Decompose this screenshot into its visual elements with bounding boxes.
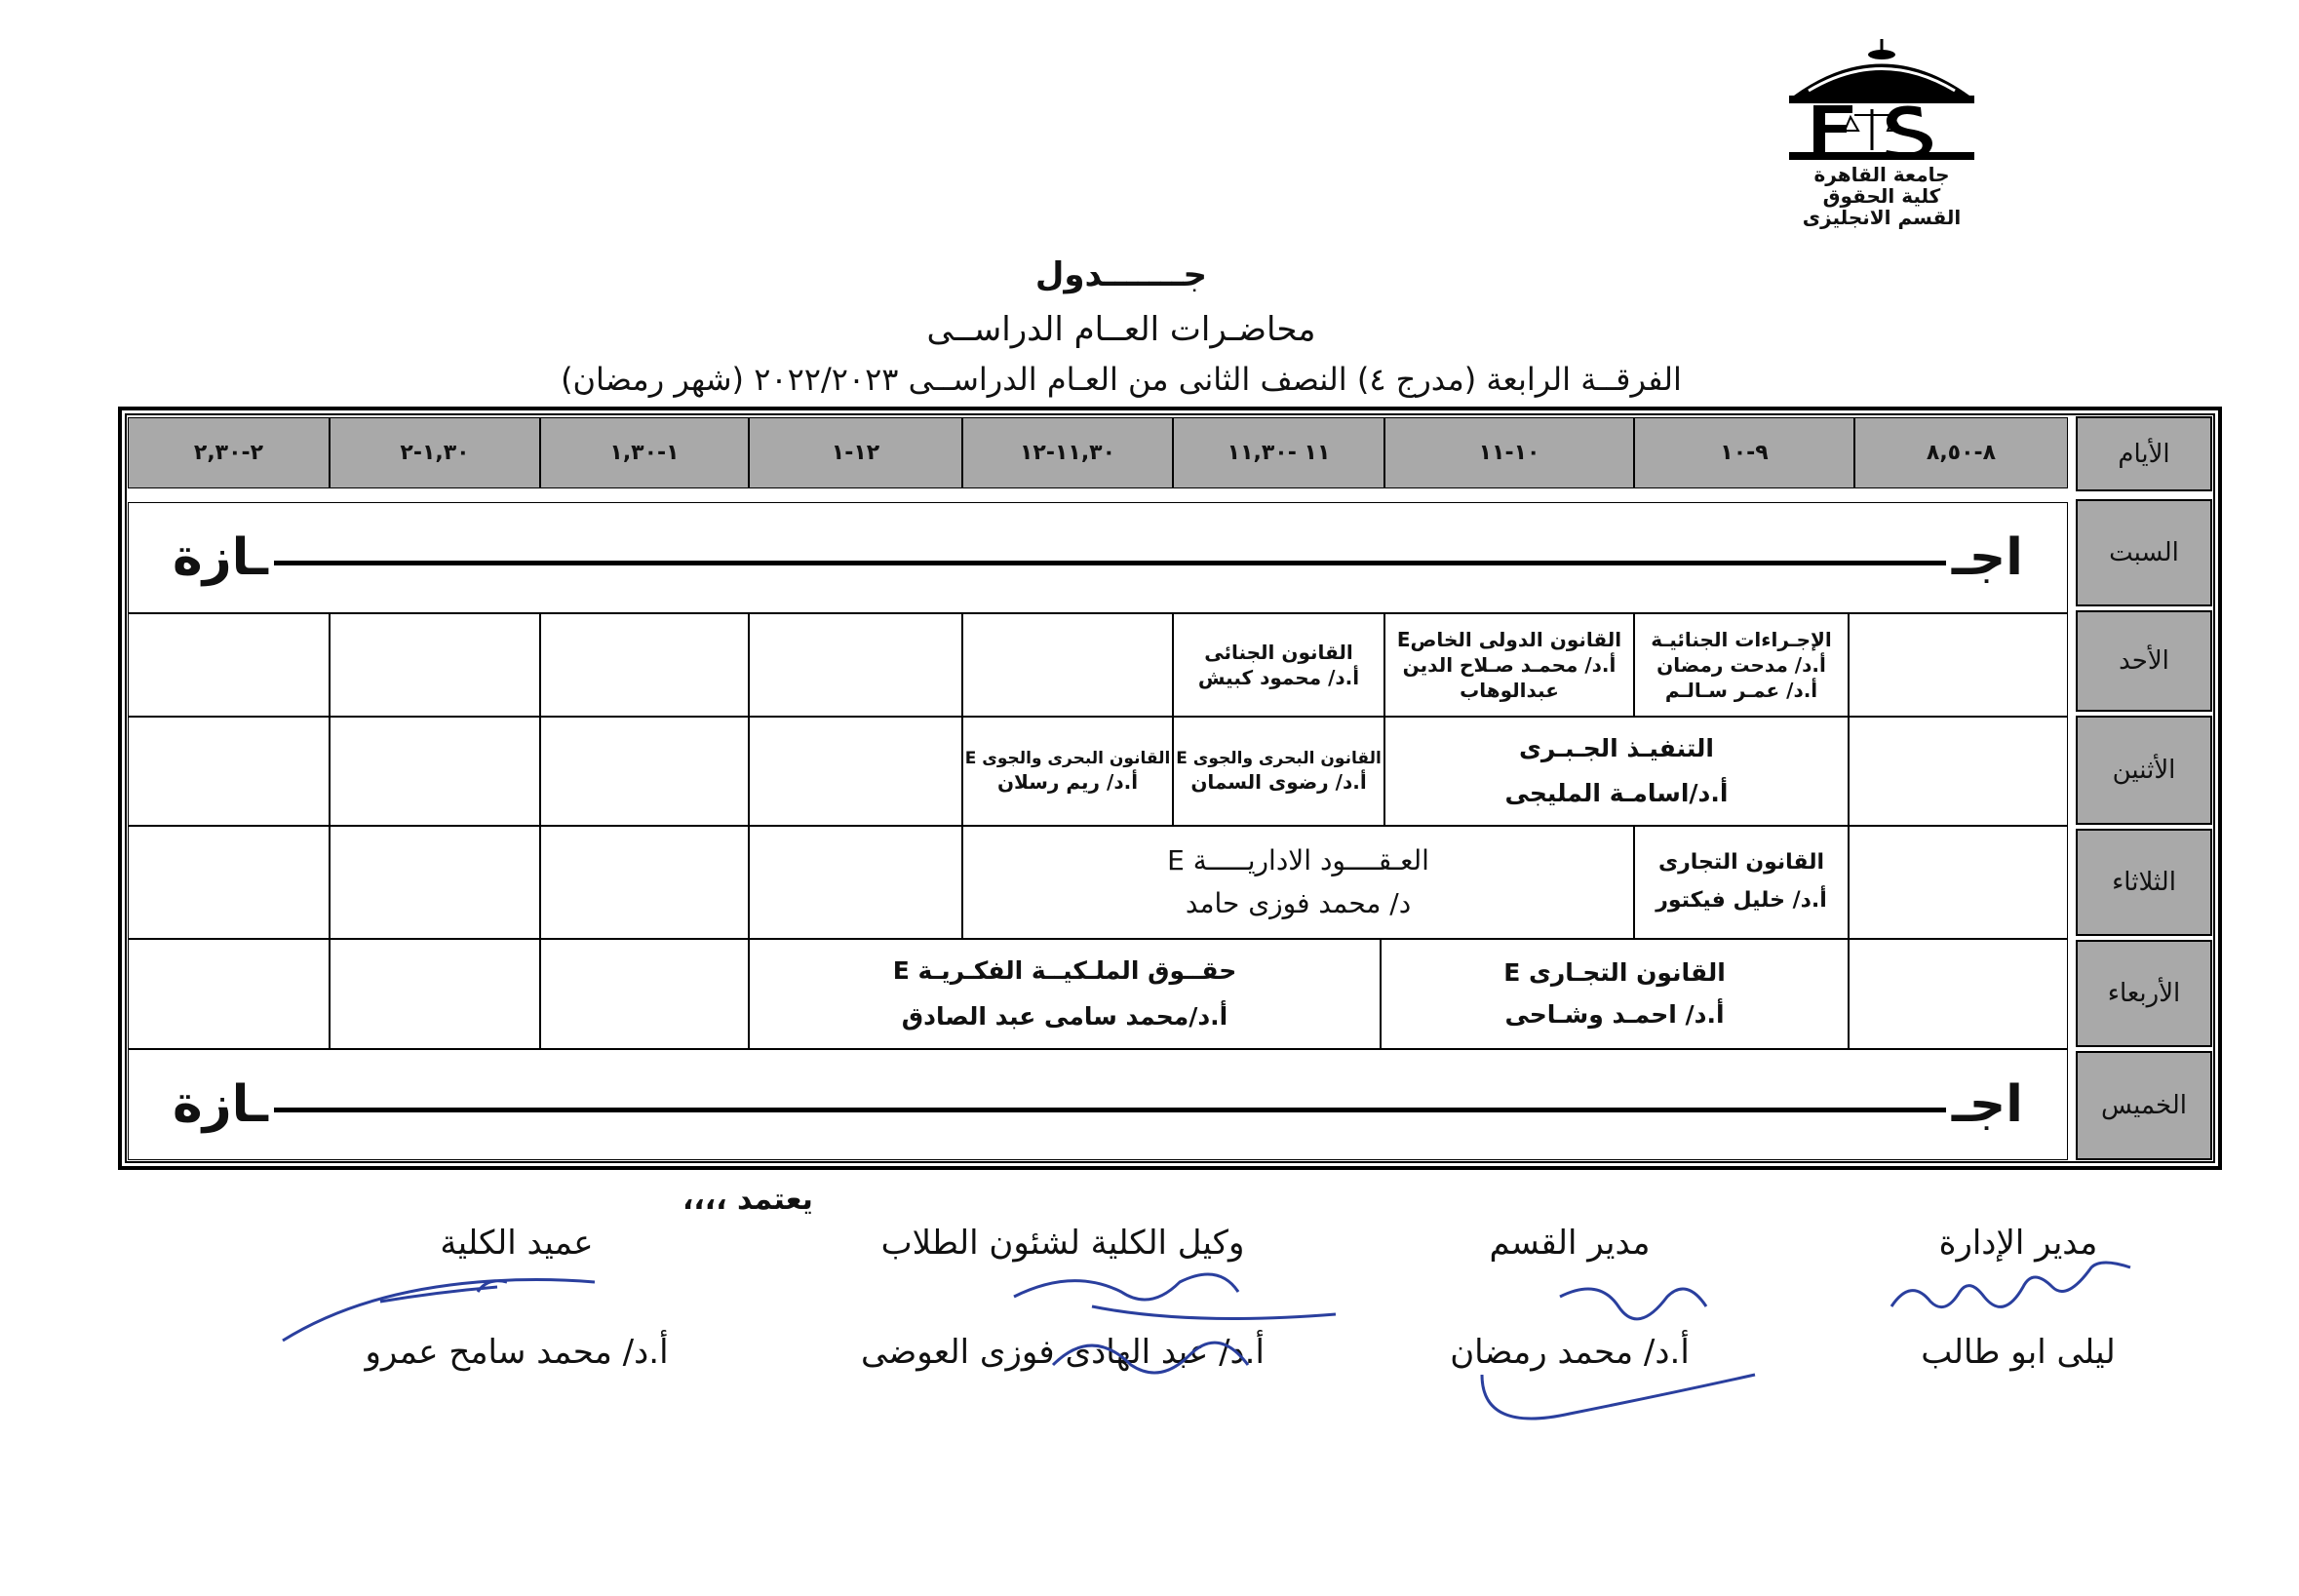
lecturer-name: أ.د/ محمود كبيش — [1197, 666, 1360, 689]
wednesday-slot-8 — [330, 939, 540, 1049]
lecturer-name: د/ محمد فوزى حامد — [1185, 887, 1412, 919]
logo-department: القسم الانجليزى — [1802, 206, 1962, 229]
leave-end: ـازة — [173, 528, 268, 587]
schedule-subtitle: محاضـرات العــام الدراســى — [926, 310, 1316, 349]
sunday-slot-8 — [330, 613, 540, 717]
sunday-private-international-law — [1384, 613, 1634, 717]
handwritten-signature-icon — [994, 1258, 1345, 1394]
approval-label: يعتمد ،،،، — [682, 1183, 813, 1217]
handwritten-signature-icon — [1462, 1267, 1774, 1433]
signatory-name: ليلى ابو طالب — [1921, 1333, 2116, 1372]
leave-bar — [274, 1108, 1946, 1112]
time-slot-4: ١١ -١١,٣٠ — [1173, 417, 1384, 488]
signatory-title: وكيل الكلية لشئون الطلاب — [880, 1224, 1245, 1263]
lecturer-name: أ.د/اسامـة المليجى — [1504, 779, 1729, 807]
course-name: القانون البحرى والجوى E — [964, 748, 1171, 768]
course-name: القانون الجنائى — [1204, 641, 1353, 664]
monday-slot-8 — [330, 717, 540, 826]
schedule-details: الفرقــة الرابعة (مدرج ٤) النصف الثانى من العـام الدراســى ٢٠٢٢/٢٠٢٣ (شهر رمضان) — [561, 361, 1682, 398]
leave-start: اجـ — [1951, 528, 2023, 587]
wednesday-slot-9 — [128, 939, 330, 1049]
sunday-criminal-law — [1173, 613, 1384, 717]
lecturer-name: أ.د/ عمـر سـالـم — [1664, 679, 1818, 702]
monday-maritime-law-1 — [1173, 717, 1384, 826]
time-slot-6: ١٢-١ — [749, 417, 962, 488]
time-slot-5: ١١,٣٠-١٢ — [962, 417, 1173, 488]
signatory-title: مدير الإدارة — [1938, 1224, 2098, 1263]
wednesday-commercial-law — [1381, 939, 1849, 1049]
lecturer-name: أ.د/ رضوى السمان — [1190, 770, 1367, 795]
time-slot-2: ٩-١٠ — [1634, 417, 1854, 488]
signatory-title: مدير القسم — [1489, 1224, 1651, 1263]
lecturer-name: أ.د/ ريم رسلان — [996, 770, 1139, 795]
days-header: الأيام — [2076, 416, 2212, 491]
tuesday-slot-6 — [749, 826, 962, 939]
wednesday-slot-7 — [540, 939, 749, 1049]
lecturer-name: أ.د/ خليل فيكتور — [1656, 888, 1827, 913]
course-name: التنفيـذ الجـبـرى — [1519, 733, 1714, 762]
time-slot-8: ١,٣٠-٢ — [330, 417, 540, 488]
tuesday-slot-7 — [540, 826, 749, 939]
handwritten-signature-icon — [273, 1263, 604, 1360]
lecturer-name: أ.د/ احمـد وشـاحى — [1504, 999, 1725, 1029]
wednesday-slot-1 — [1849, 939, 2068, 1049]
sunday-slot-7 — [540, 613, 749, 717]
signatory-name: أ.د/ عبد الهادى فوزى العوضى — [861, 1333, 1265, 1372]
leave-end: ـازة — [173, 1075, 268, 1134]
time-slot-1: ٨-٨,٥٠ — [1854, 417, 2068, 488]
course-name: القانون التجارى — [1657, 850, 1825, 876]
signatory-title: عميد الكلية — [440, 1224, 594, 1263]
signatory-name: أ.د/ محمد رمضان — [1450, 1333, 1690, 1372]
sunday-slot-6 — [749, 613, 962, 717]
day-wednesday: الأربعاء — [2076, 940, 2212, 1047]
course-name: حقــوق الملـكيــة الفكـريـة E — [892, 956, 1237, 985]
monday-maritime-law-2 — [962, 717, 1173, 826]
day-sunday: الأحد — [2076, 610, 2212, 712]
tuesday-slot-1 — [1849, 826, 2068, 939]
time-slot-9: ٢-٢,٣٠ — [128, 417, 330, 488]
monday-slot-6 — [749, 717, 962, 826]
faculty-emblem-icon — [1774, 37, 1989, 169]
logo-faculty: كلية الحقوق — [1822, 184, 1941, 208]
monday-slot-9 — [128, 717, 330, 826]
logo-text — [1726, 164, 2038, 228]
tuesday-slot-8 — [330, 826, 540, 939]
course-name: الإجـراءات الجنائيـة — [1651, 628, 1832, 651]
leave-start: اجـ — [1951, 1075, 2023, 1134]
sunday-slot-1 — [1849, 613, 2068, 717]
signatory-name: أ.د/ محمد سامح عمرو — [365, 1333, 669, 1372]
day-saturday: السبت — [2076, 499, 2212, 606]
sunday-slot-5 — [962, 613, 1173, 717]
course-name: العـقــــود الاداريـــــة E — [1167, 843, 1429, 876]
lecturer-name: أ.د/محمد سامى عبد الصادق — [901, 1001, 1228, 1031]
sunday-criminal-procedure — [1634, 613, 1849, 717]
course-name: القانون البحرى والجوى E — [1176, 748, 1382, 768]
tuesday-slot-9 — [128, 826, 330, 939]
logo-university: جامعة القاهرة — [1813, 163, 1950, 186]
day-thursday: الخميس — [2076, 1051, 2212, 1160]
course-name: القانون الدولى الخاصE — [1396, 628, 1622, 651]
saturday-leave — [128, 502, 2068, 613]
handwritten-signature-icon — [1882, 1258, 2174, 1336]
course-name: القانون التجـارى E — [1503, 958, 1726, 987]
faculty-logo — [1726, 37, 2038, 232]
tuesday-commercial-law — [1634, 826, 1849, 939]
monday-enforcement — [1384, 717, 1849, 826]
day-tuesday: الثلاثاء — [2076, 829, 2212, 936]
time-slot-7: ١-١,٣٠ — [540, 417, 749, 488]
sunday-slot-9 — [128, 613, 330, 717]
lecturer-name: عبدالوهاب — [1460, 679, 1559, 702]
time-slot-3: ١٠-١١ — [1384, 417, 1634, 488]
monday-slot-1 — [1849, 717, 2068, 826]
leave-bar — [274, 561, 1946, 565]
wednesday-intellectual-property — [749, 939, 1381, 1049]
lecturer-name: أ.د/ مدحت رمضان — [1656, 653, 1826, 677]
schedule-title: جـــــــدول — [1034, 255, 1208, 294]
thursday-leave — [128, 1049, 2068, 1160]
day-monday: الأثنين — [2076, 716, 2212, 825]
monday-slot-7 — [540, 717, 749, 826]
lecturer-name: أ.د/ محمـد صـلاح الدين — [1402, 653, 1617, 677]
tuesday-administrative-contracts — [962, 826, 1634, 939]
